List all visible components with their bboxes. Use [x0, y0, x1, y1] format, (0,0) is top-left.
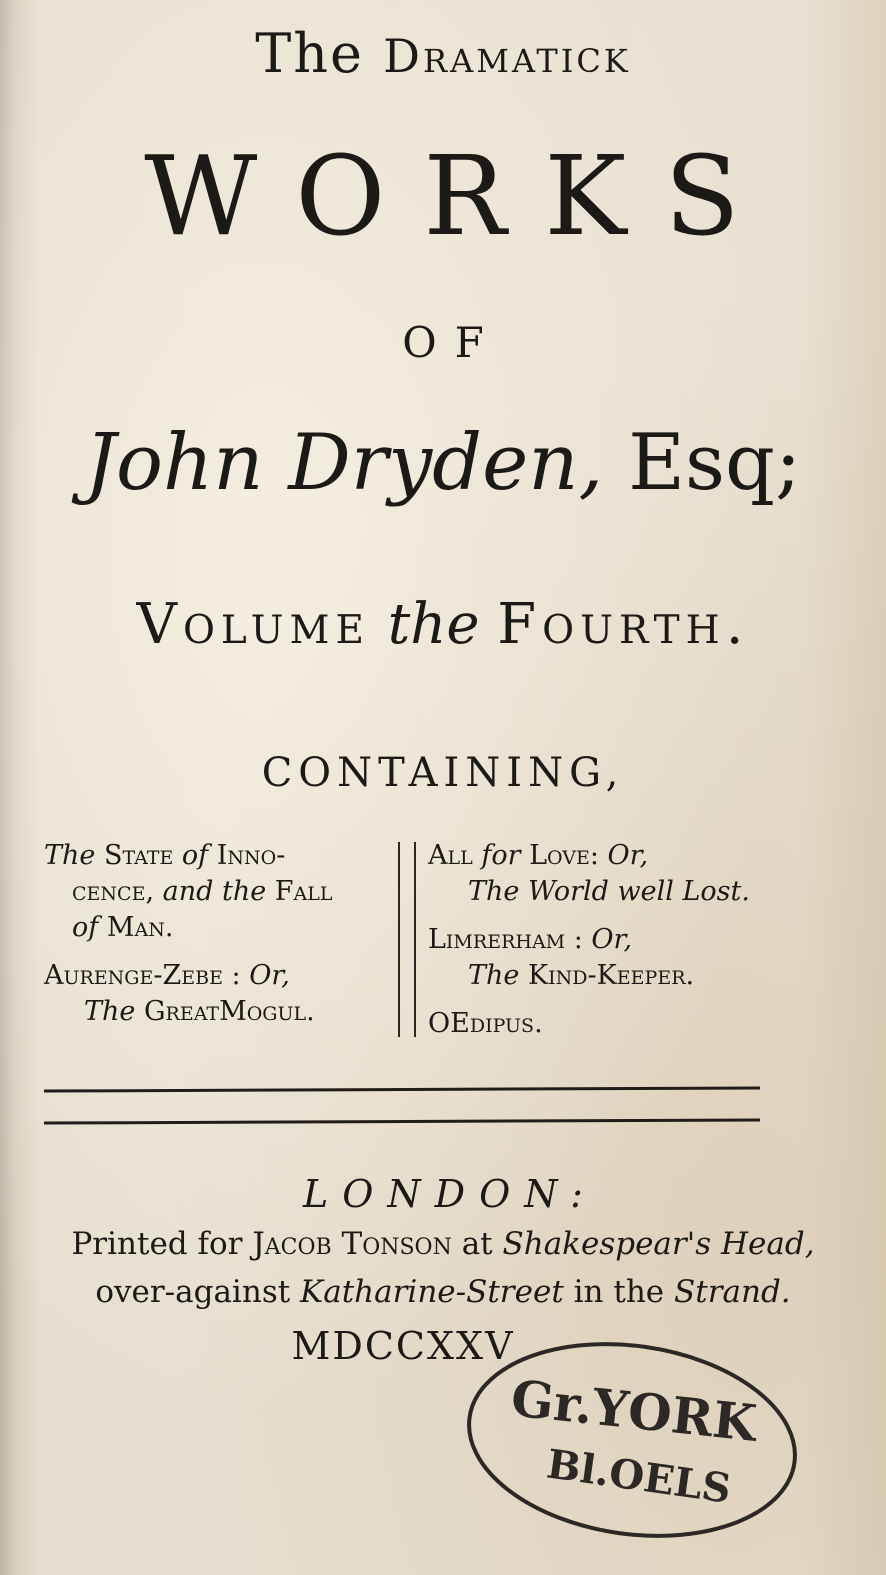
column-separator: [414, 842, 416, 1037]
play-line: [44, 958, 384, 994]
volume-line: [0, 592, 886, 657]
play-line: [44, 910, 384, 946]
play-text: for: [481, 840, 521, 871]
imprint-line-2: [0, 1274, 886, 1310]
play-text: Or,: [249, 960, 290, 991]
play-text: Inno-: [208, 840, 286, 871]
play-text: of: [72, 912, 99, 943]
imprint-publisher: Jacob Tonson: [252, 1226, 452, 1262]
plays-left-column: [44, 838, 384, 1042]
imprint-text: Katharine-Street: [300, 1274, 564, 1310]
play-text: Kind-Keeper.: [519, 960, 695, 991]
play-line: [428, 838, 778, 874]
imprint-text: Strand.: [674, 1274, 791, 1310]
play-text: Man.: [98, 912, 174, 943]
play-text: The: [44, 840, 96, 871]
of-line: OF: [402, 318, 502, 367]
play-line: OEdipus.: [428, 1008, 543, 1039]
play-text: Great: [135, 996, 220, 1027]
containing-heading: CONTAINING,: [261, 750, 625, 796]
play-line: [428, 958, 778, 994]
double-rule-bottom: [44, 1118, 760, 1124]
library-stamp: [462, 1340, 802, 1540]
imprint-city: LONDON:: [303, 1172, 597, 1216]
works-heading: WORKS: [144, 132, 778, 260]
imprint-text: in the: [563, 1274, 674, 1310]
column-separator: [398, 842, 400, 1037]
author-name: John Dryden,: [84, 418, 604, 508]
play-entry-all-for-love: [428, 838, 778, 910]
title-dramatick: Dramatick: [383, 29, 631, 83]
play-text: Mogul.: [219, 996, 315, 1027]
author-suffix: Esq;: [628, 418, 802, 508]
imprint-line-1: [0, 1226, 886, 1262]
author-line: [0, 418, 886, 508]
stamp-line-1: Gr.YORK: [508, 1368, 760, 1453]
title-article: The: [255, 22, 364, 85]
play-entry-limrerham: [428, 922, 778, 994]
play-text: Or,: [591, 924, 633, 955]
play-line: The World well Lost.: [468, 876, 750, 907]
imprint-text: over-against: [95, 1274, 301, 1310]
play-line: [44, 994, 384, 1030]
imprint-text: Shakespear's Head,: [502, 1226, 815, 1262]
play-text: Love:: [520, 840, 608, 871]
play-text: The: [84, 996, 136, 1027]
imprint-text: at: [451, 1226, 503, 1262]
stamp-line-2: Bl.OELS: [543, 1440, 734, 1513]
play-text: Or,: [607, 840, 649, 871]
play-text: Limrerham :: [428, 924, 592, 955]
volume-word: Volume: [136, 592, 370, 657]
play-text: and the: [154, 876, 275, 907]
title-line: [0, 22, 886, 85]
play-entry-state-of-innocence: [44, 838, 384, 946]
play-line: [44, 838, 384, 874]
play-line: [428, 922, 778, 958]
play-text: Fall: [274, 876, 333, 907]
imprint-date: MDCCXXV: [291, 1324, 515, 1368]
play-text: The: [468, 960, 520, 991]
play-text: All: [428, 840, 482, 871]
play-text: of: [181, 840, 209, 871]
plays-right-column: [428, 838, 778, 1054]
imprint-text: Printed for: [71, 1226, 253, 1262]
play-entry-aurenge-zebe: [44, 958, 384, 1030]
play-text: Aurenge-Zebe :: [44, 960, 250, 991]
play-entry-oedipus: [428, 1006, 778, 1042]
play-text: cence,: [72, 876, 155, 907]
double-rule-top: [44, 1086, 760, 1092]
volume-fourth: Fourth.: [497, 592, 750, 657]
play-line: [44, 874, 384, 910]
play-text: State: [95, 840, 182, 871]
volume-the: the: [387, 592, 480, 657]
